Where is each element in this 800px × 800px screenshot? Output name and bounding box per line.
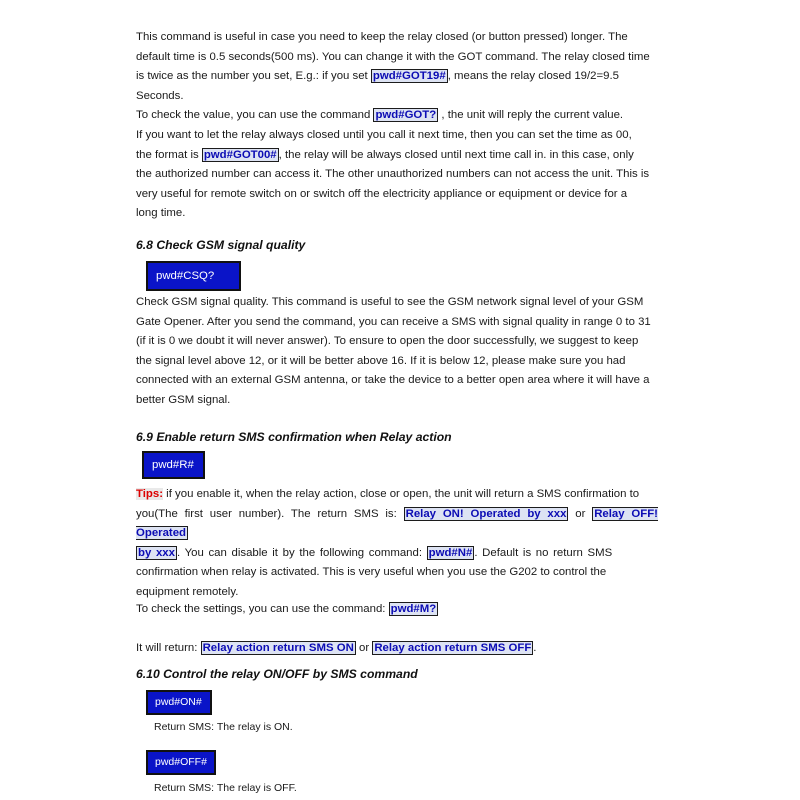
reply-off-text: Return SMS: The relay is OFF.: [154, 782, 297, 794]
text-line: connected with an external GSM antenna, or take the device to a better open area where it will have a: [136, 374, 650, 387]
got-paragraph: [136, 28, 658, 224]
text-fragment: , the relay will be always closed until next time call in. in this case, only: [278, 148, 634, 161]
section-heading-6-8: 6.8 Check GSM signal quality: [136, 238, 306, 252]
text-line: confirmation when relay is activated. This is very useful when you use the G202 to control the: [136, 566, 607, 579]
code-got-query: pwd#GOT?: [375, 109, 437, 122]
return-line: [136, 639, 536, 659]
text-line: Gate Opener. After you send the command, you can receive a SMS with signal quality in range 0 to 31: [136, 315, 651, 328]
text-line: If you want to let the relay always closed until you call it next time, then you can set the time as 00,: [136, 128, 632, 141]
tips-label: Tips:: [136, 488, 164, 500]
code-relay-on-sms: Relay ON! Operated by xxx: [405, 507, 567, 520]
text-line: [136, 505, 658, 544]
text-fragment: .: [533, 642, 537, 654]
text-line: the authorized number can access it. The other unauthorized numbers can not access the unit. This is: [136, 168, 650, 181]
text-line: equipment remotely.: [136, 585, 239, 598]
csq-paragraph: [136, 293, 658, 411]
text-line: [136, 67, 658, 87]
text-line: very useful for remote switch on or switch off the electricity appliance or equipment or device for a: [136, 187, 628, 200]
text-line: This command is useful in case you need to keep the relay closed (or button pressed) longer. The: [136, 31, 628, 43]
text-fragment: To check the settings, you can use the command:: [136, 603, 389, 615]
text-line: the signal level above 12, or it will be better above 16. If it is below 12, please make sure you had: [136, 354, 626, 367]
text-fragment: you(The first user number). The return SMS is:: [136, 507, 404, 520]
text-line: default time is 0.5 seconds(500 ms). You can change it with the GOT command. The relay closed time: [136, 50, 650, 63]
command-box-off: pwd#OFF#: [146, 750, 216, 775]
text-fragment: , means the relay closed 19/2=9.5: [447, 70, 619, 83]
text-fragment: if you enable it, when the relay action, close or open, the unit will return a SMS confirmation to: [163, 488, 640, 500]
code-return-on: Relay action return SMS ON: [202, 642, 354, 654]
text-line: Check GSM signal quality. This command is useful to see the GSM network signal level of your GSM: [136, 296, 644, 308]
check-settings-line: [136, 600, 438, 620]
text-line: long time.: [136, 207, 186, 220]
section-heading-6-10: 6.10 Control the relay ON/OFF by SMS command: [136, 667, 418, 681]
text-line: [136, 146, 658, 166]
command-box-csq: pwd#CSQ?: [146, 261, 241, 291]
section-heading-6-9: 6.9 Enable return SMS confirmation when Relay action: [136, 430, 452, 444]
relay-sms-paragraph: [136, 485, 658, 603]
text-line: [136, 106, 658, 126]
text-fragment: To check the value, you can use the command: [136, 109, 374, 122]
code-m: pwd#M?: [390, 603, 437, 615]
text-fragment: is twice as the number you set, E.g.: if you set: [136, 70, 371, 83]
command-box-on: pwd#ON#: [146, 690, 212, 715]
code-relay-off-sms: Relay OFF! Operated: [136, 507, 658, 540]
text-fragment: . You can disable it by the following command:: [176, 546, 427, 559]
text-fragment: or: [355, 642, 373, 654]
code-got00: pwd#GOT00#: [203, 148, 277, 161]
code-got19: pwd#GOT19#: [372, 70, 446, 83]
code-n: pwd#N#: [428, 546, 473, 559]
text-fragment: or: [568, 507, 593, 520]
text-line: better GSM signal.: [136, 393, 231, 406]
text-line: (if it is 0 we doubt it will never answer). To ensure to open the door successfully, we suggest to keep: [136, 335, 639, 348]
text-fragment: . Default is no return SMS: [474, 546, 613, 559]
reply-on-text: Return SMS: The relay is ON.: [154, 721, 293, 733]
text-fragment: the format is: [136, 148, 202, 161]
code-relay-off-sms-cont: by xxx: [138, 546, 175, 559]
text-line: [136, 485, 658, 505]
text-fragment: It will return:: [136, 642, 201, 654]
code-return-off: Relay action return SMS OFF: [374, 642, 532, 654]
text-fragment: , the unit will reply the current value.: [438, 109, 624, 122]
command-box-r: pwd#R#: [142, 451, 205, 479]
text-line: Seconds.: [136, 89, 184, 102]
text-line: [136, 544, 658, 564]
